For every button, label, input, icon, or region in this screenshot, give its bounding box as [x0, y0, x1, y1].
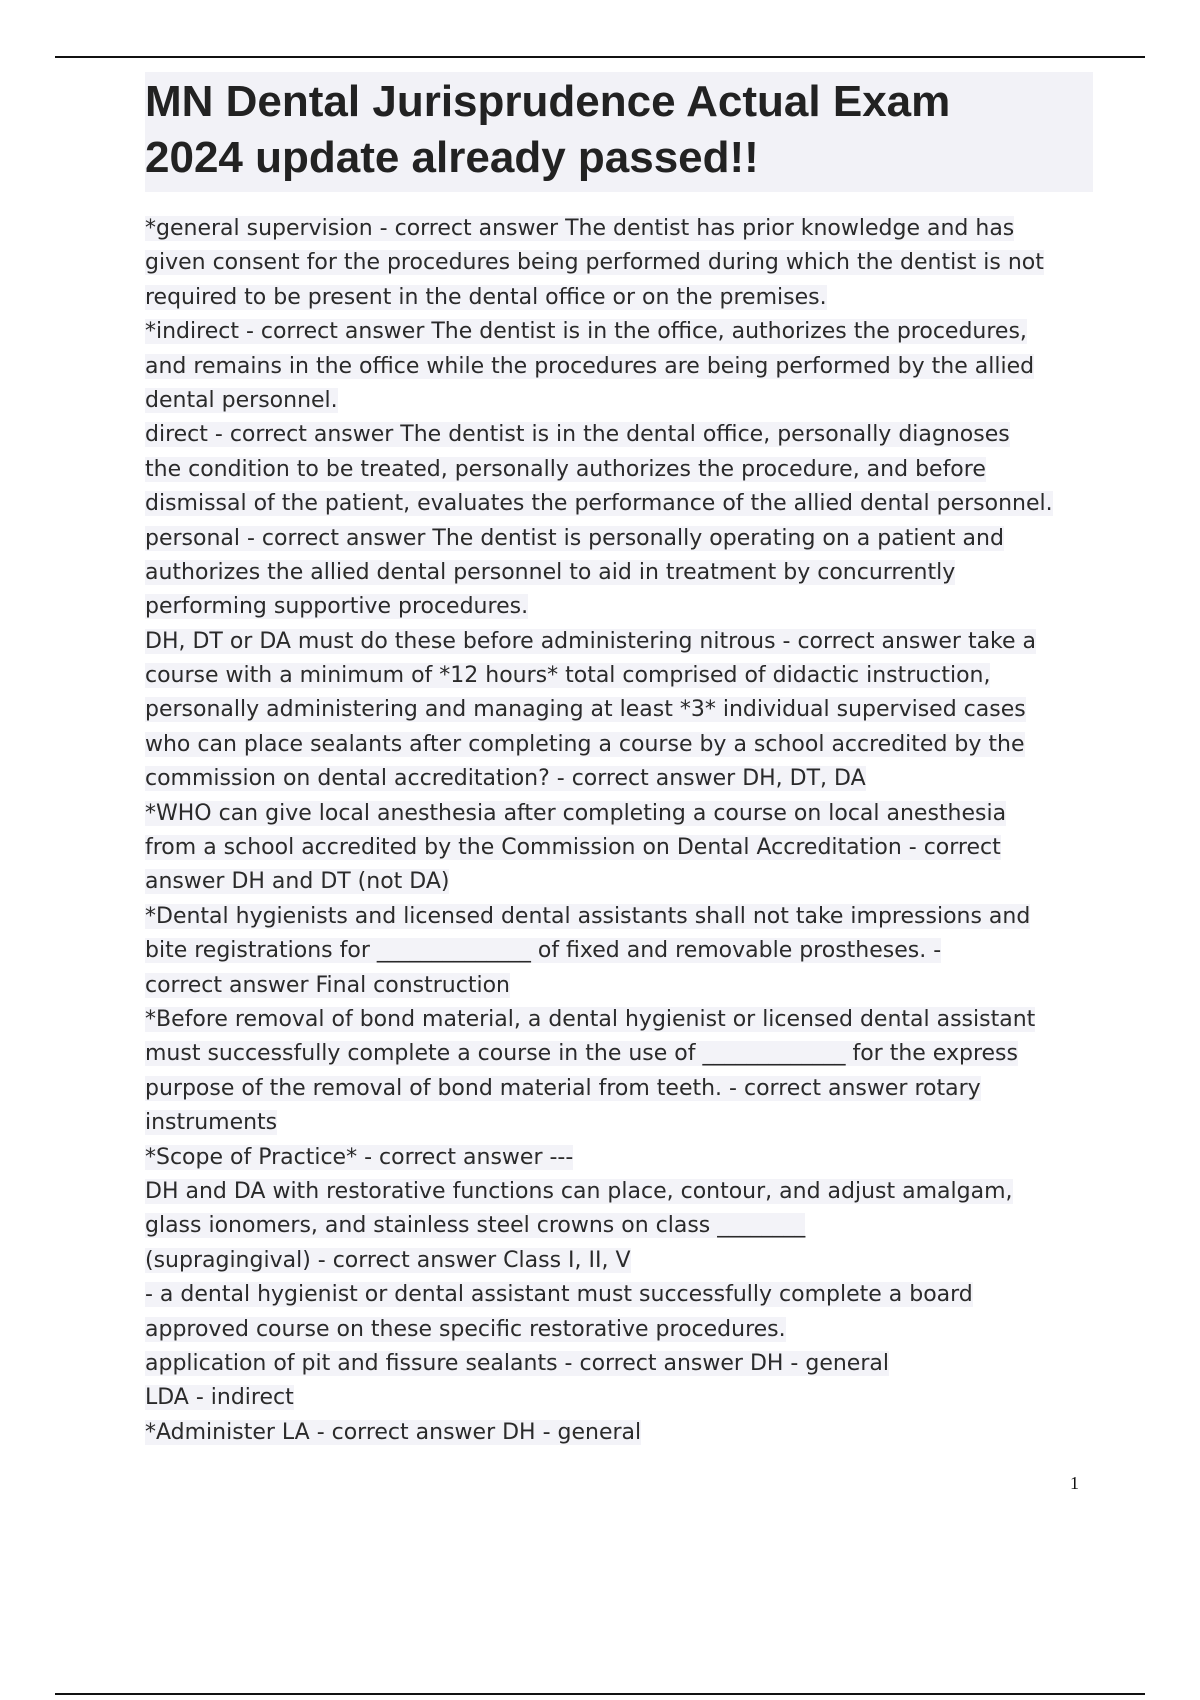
- text-line-content: answer DH and DT (not DA): [145, 869, 450, 895]
- document-title: [145, 72, 1093, 192]
- text-line: [145, 487, 1155, 521]
- text-line-content: commission on dental accreditation? - correct answer DH, DT, DA: [145, 766, 866, 792]
- text-line-content: *Before removal of bond material, a dental hygienist or licensed dental assistant: [145, 1006, 1036, 1032]
- text-line-content: given consent for the procedures being performed during which the dentist is not: [145, 250, 1044, 276]
- text-line: [145, 1175, 1155, 1209]
- text-line: [145, 384, 1155, 418]
- text-line: [145, 1003, 1155, 1037]
- text-line-content: who can place sealants after completing a course by a school accredited by the: [145, 731, 1025, 757]
- text-line-content: *indirect - correct answer The dentist is in the office, authorizes the procedures,: [145, 319, 1027, 345]
- text-line-content: (supragingival) - correct answer Class I, II, V: [145, 1247, 631, 1273]
- page-number: 1: [1070, 1473, 1079, 1493]
- text-line: [145, 934, 1155, 968]
- text-line-content: direct - correct answer The dentist is in the dental office, personally diagnoses: [145, 422, 1010, 448]
- text-line: [145, 1141, 1155, 1175]
- text-line-content: and remains in the office while the procedures are being performed by the allied: [145, 353, 1035, 379]
- text-line: [145, 1347, 1155, 1381]
- text-line: [145, 831, 1155, 865]
- text-line: [145, 625, 1155, 659]
- text-line-content: purpose of the removal of bond material from teeth. - correct answer rotary: [145, 1075, 981, 1101]
- text-line: [145, 246, 1155, 280]
- text-line: [145, 212, 1155, 246]
- text-line: [145, 969, 1155, 1003]
- text-line-content: *WHO can give local anesthesia after completing a course on local anesthesia: [145, 800, 1007, 826]
- text-line: [145, 1106, 1155, 1140]
- title-line-1: MN Dental Jurisprudence Actual Exam: [145, 77, 951, 126]
- text-line-content: DH and DA with restorative functions can place, contour, and adjust amalgam,: [145, 1178, 1013, 1204]
- text-line-content: the condition to be treated, personally authorizes the procedure, and before: [145, 456, 986, 482]
- text-line-content: application of pit and fissure sealants - correct answer DH - general: [145, 1350, 889, 1376]
- text-line-content: bite registrations for ______________ of fixed and removable prostheses. -: [145, 938, 942, 964]
- text-line-content: instruments: [145, 1110, 278, 1136]
- text-line: [145, 522, 1155, 556]
- text-line-content: from a school accredited by the Commission on Dental Accreditation - correct: [145, 835, 1001, 861]
- text-line: [145, 590, 1155, 624]
- text-line: [145, 1072, 1155, 1106]
- text-line-content: *Scope of Practice* - correct answer ---: [145, 1144, 574, 1170]
- text-line-content: glass ionomers, and stainless steel crowns on class ________: [145, 1213, 806, 1239]
- text-line-content: dental personnel.: [145, 387, 338, 413]
- text-line-content: DH, DT or DA must do these before administering nitrous - correct answer take a: [145, 628, 1037, 654]
- text-line: [145, 418, 1155, 452]
- document-body: [145, 212, 1155, 1450]
- text-line-content: *Dental hygienists and licensed dental assistants shall not take impressions and: [145, 903, 1031, 929]
- text-line: [145, 556, 1155, 590]
- text-line-content: *general supervision - correct answer The dentist has prior knowledge and has: [145, 216, 1015, 241]
- text-line-content: authorizes the allied dental personnel to aid in treatment by concurrently: [145, 559, 956, 585]
- text-line: [145, 1381, 1155, 1415]
- text-line: [145, 693, 1155, 727]
- text-line: [145, 281, 1155, 315]
- text-line-content: *Administer LA - correct answer DH - general: [145, 1419, 642, 1445]
- text-line: [145, 1037, 1155, 1071]
- text-line: [145, 350, 1155, 384]
- text-line: [145, 865, 1155, 899]
- text-line: [145, 1416, 1155, 1450]
- text-line-content: course with a minimum of *12 hours* total comprised of didactic instruction,: [145, 663, 991, 689]
- text-line: [145, 659, 1155, 693]
- bottom-rule: [55, 1693, 1145, 1695]
- text-line: [145, 797, 1155, 831]
- text-line: [145, 1244, 1155, 1278]
- text-line-content: correct answer Final construction: [145, 972, 510, 998]
- text-line-content: must successfully complete a course in the use of _____________ for the express: [145, 1041, 1018, 1067]
- text-line-content: LDA - indirect: [145, 1385, 294, 1411]
- text-line: [145, 1209, 1155, 1243]
- text-line: [145, 1313, 1155, 1347]
- text-line-content: approved course on these specific restorative procedures.: [145, 1316, 786, 1342]
- top-rule: [55, 56, 1145, 58]
- title-line-2: 2024 update already passed!!: [145, 133, 759, 182]
- text-line-content: performing supportive procedures.: [145, 594, 529, 620]
- text-line: [145, 728, 1155, 762]
- text-line-content: required to be present in the dental office or on the premises.: [145, 284, 827, 310]
- text-line: [145, 453, 1155, 487]
- text-line-content: - a dental hygienist or dental assistant must successfully complete a board: [145, 1282, 973, 1308]
- text-line-content: personally administering and managing at least *3* individual supervised cases: [145, 697, 1026, 723]
- text-line: [145, 1278, 1155, 1312]
- text-line: [145, 900, 1155, 934]
- text-line-content: dismissal of the patient, evaluates the performance of the allied dental personnel.: [145, 491, 1053, 517]
- text-line: [145, 315, 1155, 349]
- text-line: [145, 762, 1155, 796]
- text-line-content: personal - correct answer The dentist is personally operating on a patient and: [145, 525, 1004, 551]
